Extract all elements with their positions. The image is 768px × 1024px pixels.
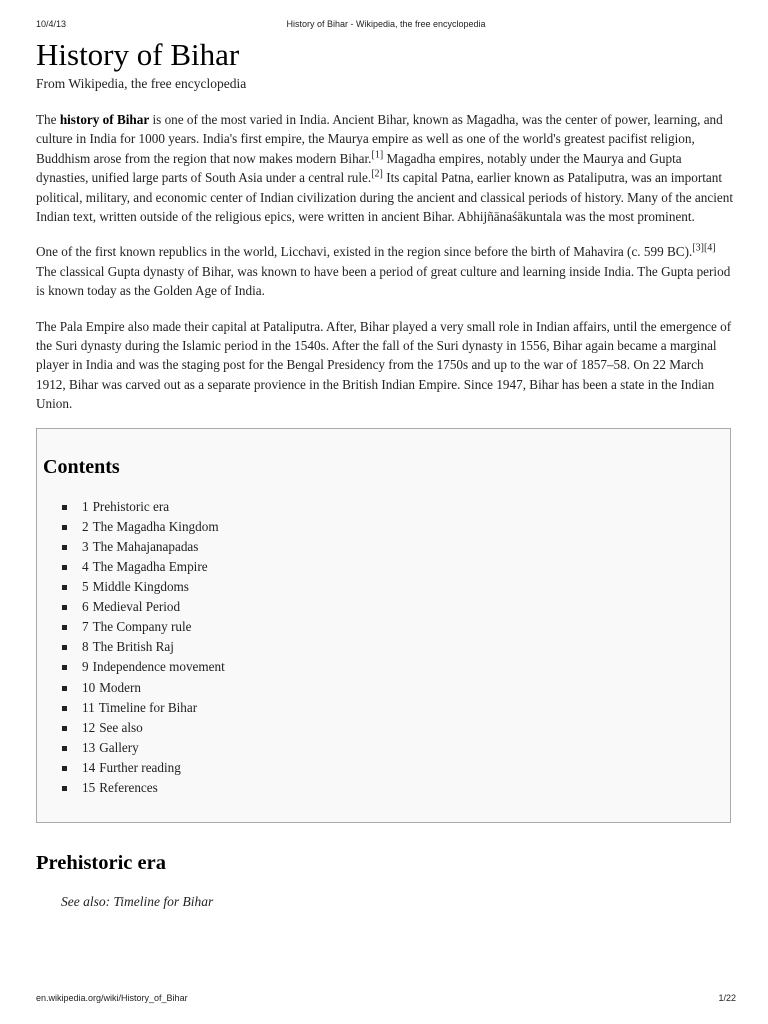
toc-item-label[interactable]: The Magadha Empire <box>92 558 208 574</box>
toc-item-label[interactable]: Medieval Period <box>92 599 181 615</box>
toc-item-label[interactable]: Prehistoric era <box>92 498 170 514</box>
toc-item[interactable] <box>62 557 724 577</box>
toc-item[interactable] <box>62 517 724 537</box>
toc-item[interactable] <box>62 718 724 738</box>
toc-item-number: 2 <box>82 518 89 534</box>
toc-item-label[interactable]: See also <box>99 719 143 735</box>
toc-item-number: 15 <box>82 780 96 795</box>
toc-item[interactable] <box>62 758 724 778</box>
toc-item-label[interactable]: Gallery <box>99 739 139 755</box>
bullet-icon <box>62 605 67 610</box>
bullet-icon <box>62 565 67 570</box>
toc-item-label[interactable]: The Mahajanapadas <box>92 538 199 554</box>
toc-item-number: 10 <box>82 679 96 695</box>
toc-item[interactable] <box>62 698 724 718</box>
toc-item-number: 13 <box>82 739 96 755</box>
toc-item-label[interactable]: Modern <box>99 679 141 695</box>
toc-item-number: 12 <box>82 719 96 735</box>
toc-item-number: 11 <box>82 699 95 715</box>
bullet-icon <box>62 746 67 751</box>
bullet-icon <box>62 585 67 590</box>
toc-item-label[interactable]: Middle Kingdoms <box>92 579 189 595</box>
toc-item[interactable] <box>62 597 724 617</box>
toc-item[interactable] <box>62 537 724 557</box>
bullet-icon <box>62 505 67 510</box>
toc-item-label[interactable]: References <box>99 780 158 795</box>
see-also-note[interactable]: See also: Timeline for Bihar <box>61 893 214 909</box>
toc-item-number: 3 <box>82 538 89 554</box>
toc-item[interactable] <box>62 617 724 637</box>
print-header <box>36 19 736 31</box>
toc-item-label[interactable]: The Company rule <box>92 619 192 635</box>
bullet-icon <box>62 645 67 650</box>
p2-text-1: One of the first known republics in the world, Licchavi, existed in the region since before the birth of Mahavira (c. 599 BC). <box>36 244 693 260</box>
toc-item-number: 14 <box>82 759 96 775</box>
article-title: History of Bihar <box>36 37 240 72</box>
toc-item-number: 1 <box>82 498 89 514</box>
toc-item-number: 8 <box>82 639 89 655</box>
toc-item-number: 4 <box>82 558 89 574</box>
citation-2[interactable]: [2] <box>371 168 383 180</box>
p1-text-3: Its capital Patna, earlier known as Pataliputra, was an important political, military, and economic center of Indian civilization during the ancient and classical periods of history. Many of the ancient Indian text, written outside of the religious epics, were written in ancient Bihar. Abhijñānaśākuntala was the most prominent. <box>36 170 733 225</box>
toc-item[interactable] <box>62 577 724 597</box>
citation-1[interactable]: [1] <box>371 149 384 161</box>
toc-title: Contents <box>43 455 120 478</box>
table-of-contents <box>36 428 731 823</box>
toc-item-number: 9 <box>82 659 89 675</box>
toc-item[interactable] <box>62 637 724 657</box>
citation-3[interactable]: [3] <box>692 243 704 255</box>
p1-text-2: Magadha empires, notably under the Maurya and Gupta dynasties, unified large parts of South Asia under a central rule. <box>36 150 682 186</box>
bullet-icon <box>62 786 67 791</box>
toc-item[interactable] <box>62 778 724 798</box>
toc-item-number: 6 <box>82 599 89 615</box>
toc-item[interactable] <box>62 678 724 698</box>
toc-item-label[interactable]: Further reading <box>99 759 181 775</box>
intro-paragraph-3: The Pala Empire also made their capital at Pataliputra. After, Bihar played a very small role in Indian affairs, until the emergence of the Suri dynasty during the Islamic period in the 1540s. After the fall of the Suri dynasty in 1556, Bihar again became a marginal player in India and was the staging post for the Bengal Presidency from the 1750s and up to the war of 1857–58. On 22 March 1912, Bihar was carved out as a separate provience in the British Indian Empire. Since 1947, Bihar has been a state in the Indian Union. <box>36 318 732 412</box>
bullet-icon <box>62 706 67 711</box>
toc-item-label[interactable]: The British Raj <box>92 639 174 655</box>
bullet-icon <box>62 766 67 771</box>
toc-list <box>43 497 724 798</box>
section-heading-prehistoric-era: Prehistoric era <box>36 851 166 874</box>
bullet-icon <box>62 686 67 691</box>
bullet-icon <box>62 665 67 670</box>
p1-bold-term: history of Bihar <box>59 112 150 127</box>
toc-item-label[interactable]: Timeline for Bihar <box>98 699 198 715</box>
print-page-number: 1/22 <box>718 993 736 1003</box>
bullet-icon <box>62 525 67 530</box>
citation-4[interactable]: [4] <box>703 243 716 255</box>
article <box>36 36 733 911</box>
print-url: en.wikipedia.org/wiki/History_of_Bihar <box>36 993 188 1003</box>
intro-paragraph-2 <box>36 242 733 300</box>
print-date: 10/4/13 <box>36 19 67 29</box>
toc-item[interactable] <box>62 657 724 677</box>
toc-item[interactable] <box>62 497 724 517</box>
article-subtitle: From Wikipedia, the free encyclopedia <box>36 76 247 91</box>
bullet-icon <box>62 726 67 731</box>
p1-lead: The <box>36 112 60 127</box>
toc-item-label[interactable]: The Magadha Kingdom <box>92 518 219 534</box>
toc-item-label[interactable]: Independence movement <box>92 659 225 675</box>
print-page-title: History of Bihar - Wikipedia, the free encyclopedia <box>286 19 486 29</box>
toc-item-number: 5 <box>82 579 89 595</box>
bullet-icon <box>62 545 67 550</box>
toc-item[interactable] <box>62 738 724 758</box>
bullet-icon <box>62 625 67 630</box>
print-footer <box>36 993 736 1005</box>
p1-text-1: is one of the most varied in India. Ancient Bihar, known as Magadha, was the center of power, learning, and culture in India for 1000 years. India's first empire, the Maurya empire as well as one of the world's greatest pacifist religion, Buddhism arose from the region that now makes modern Bihar. <box>36 112 723 166</box>
intro-paragraph-1 <box>36 110 733 226</box>
toc-item-number: 7 <box>82 619 89 635</box>
p2-text-2: The classical Gupta dynasty of Bihar, was known to have been a period of great culture and learning inside India. The Gupta period is known today as the Golden Age of India. <box>36 263 731 299</box>
